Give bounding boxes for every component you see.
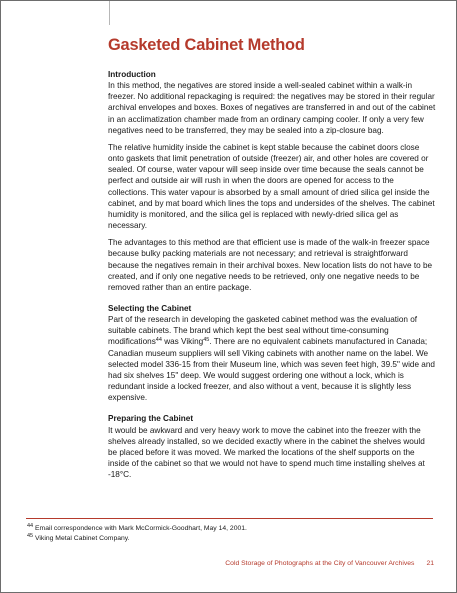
footnotes [27,524,247,544]
selecting-text-a: Part of the research in developing the gasketed cabinet method was the evaluation of suitable cabinets. The brand which kept the best seal without time-consuming modifications [108,315,418,347]
footnote-divider [26,518,433,519]
preparing-cabinet-heading: Preparing the Cabinet [108,414,194,424]
page-footer [225,560,434,567]
introduction-paragraph-2: The relative humidity inside the cabinet is kept stable because the cabinet doors close onto gaskets that limit penetration of outside (freezer) air, and other holes are covered or sealed. Of course, water vapour will seep inside over time because the seals cannot be perfect and outside air will rush in when the doors are opened for access to the collections. This water vapour is absorbed by a small amount of dried silica gel inside the cabinet, and by mat board which lines the tops and undersides of the shelves. The cabinet humidity is monitored, and the silica gel is replaced with newly-dried silica gel as necessary. [108,142,435,231]
selecting-text-b: was Viking [161,337,204,347]
selecting-cabinet-heading: Selecting the Cabinet [108,303,192,313]
introduction-paragraph-1: In this method, the negatives are stored inside a well-sealed cabinet within a walk-in freezer. No additional repackaging is required: the negatives may be stored in their regular archival envelopes and boxes. Boxes of negatives are transferred in and out of the cabinet in an acclimatization chamber made from an ordinary camping cooler. If only a very few negatives need to be transferred, they may be sealed into a zip-closure bag. [108,81,436,135]
introduction-paragraph-3: The advantages to this method are that efficient use is made of the walk-in freezer space because bulky packing materials are not necessary; and retrieval is straightforward because the negatives remain in their archival boxes. New location lists do not have to be created, and if only one negative needs to be retrieved, only one negative needs to be removed rather than an entire package. [108,238,433,292]
footnote-ref-45: 45 [203,337,210,344]
page-title: Gasketed Cabinet Method [108,36,305,54]
footnote-number: 44 [27,523,34,529]
footnote-text: Viking Metal Cabinet Company. [35,535,130,542]
top-rule [109,1,110,25]
footnote-44 [27,524,247,534]
footer-title: Cold Storage of Photographs at the City of Vancouver Archives [225,560,415,567]
footnote-ref-44: 44 [155,337,162,344]
preparing-cabinet-paragraph: It would be awkward and very heavy work to move the cabinet into the freezer with the shelves already installed, so we decided exactly where in the cabinet the shelves would be placed before it was moved. We marked the locations of the shelf supports on the inside of the cabinet so that we would not have to spend much time installing shelves at -18°C. [108,425,425,480]
page-number: 21 [426,560,434,567]
footnote-45 [27,534,247,544]
selecting-text-c: . There are no equivalent cabinets manufactured in Canada; Canadian museum suppliers will sell Viking cabinets with another name on the label. We selected model 336-15 from their Museum line, which was seven feet high, 39.5" wide and had six shelves 15" deep. We would suggest ordering one without a lock, which is redundant inside a locked freezer, and also without a vent, because it is slightly less expensive. [108,337,435,403]
footnote-text: Email correspondence with Mark McCormick-Goodhart, May 14, 2001. [35,525,247,532]
introduction-heading: Introduction [108,70,156,79]
footnote-number: 45 [27,533,34,539]
selecting-cabinet-paragraph [108,314,436,403]
body-content [108,69,436,486]
